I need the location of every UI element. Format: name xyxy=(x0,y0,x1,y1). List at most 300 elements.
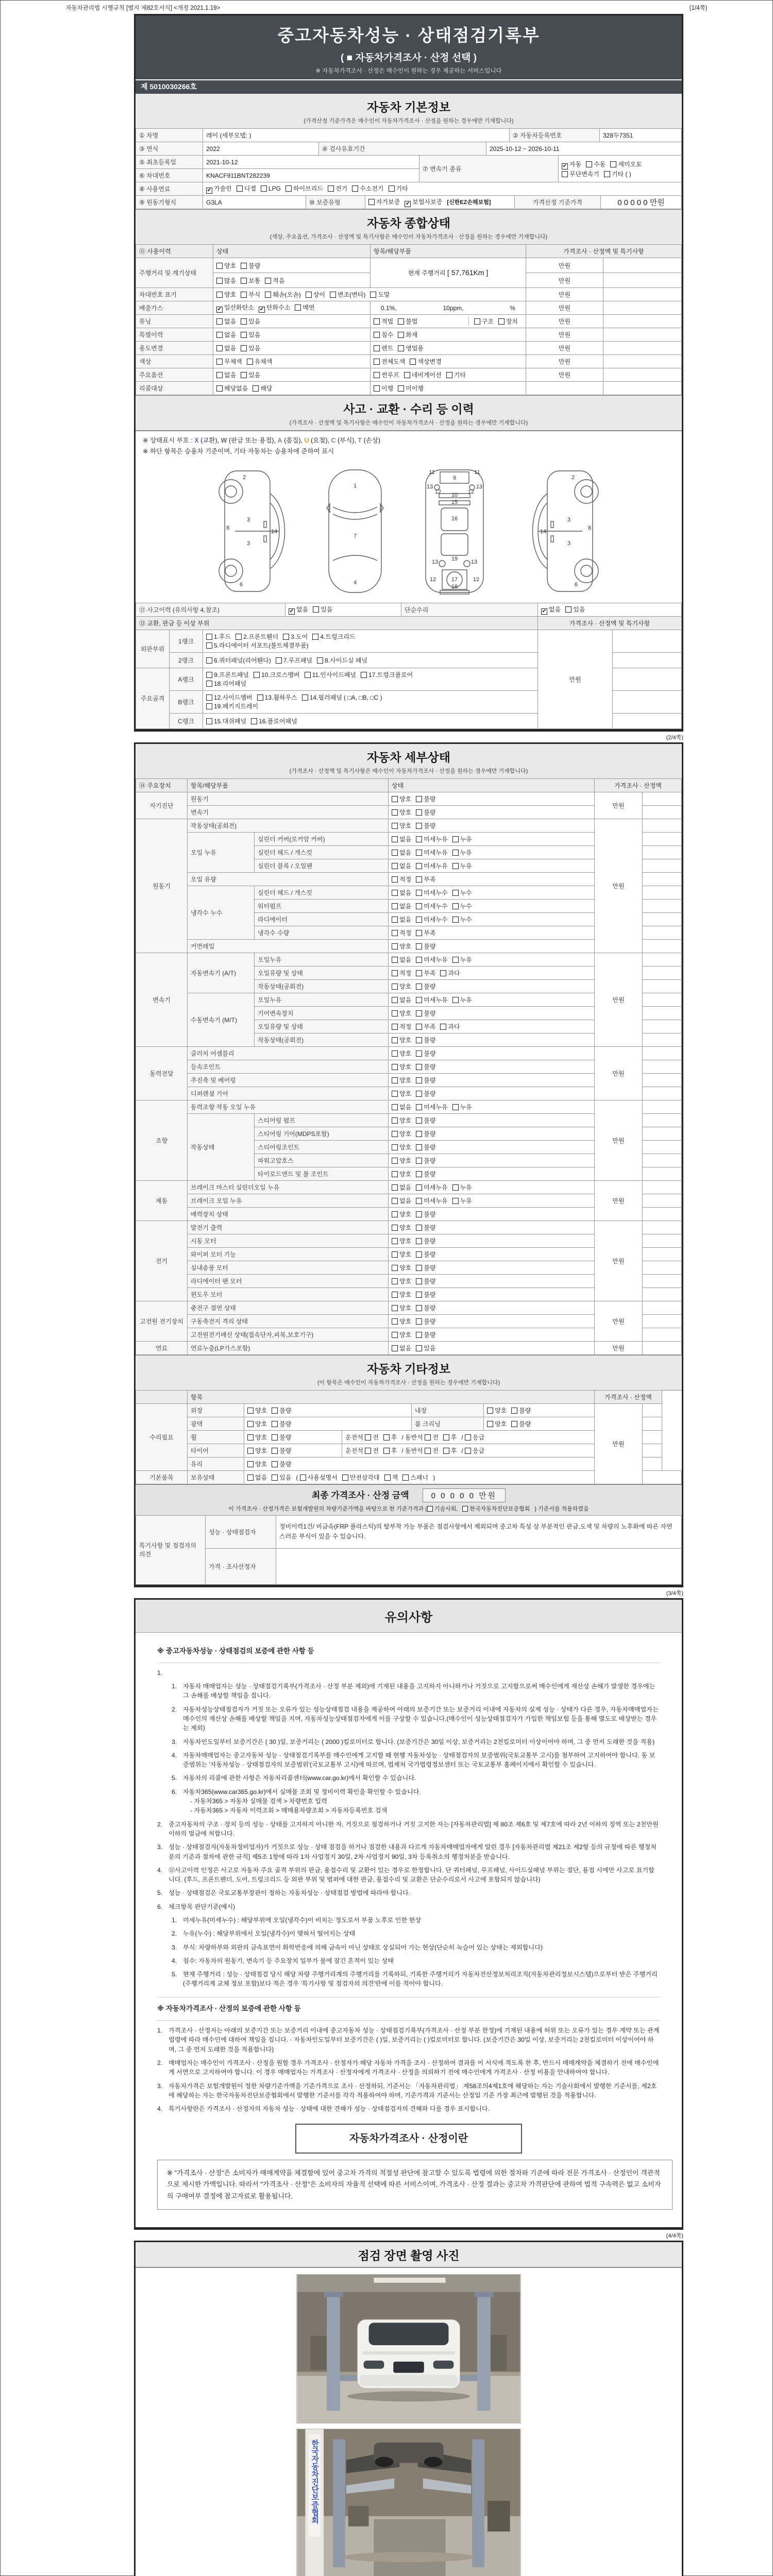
checkbox-option[interactable]: 없음 xyxy=(392,1345,411,1352)
checkbox-icon[interactable] xyxy=(247,1461,254,1467)
checkbox-icon[interactable] xyxy=(392,850,398,856)
checkbox-option[interactable]: 과다 xyxy=(440,1023,460,1030)
checkbox-option[interactable]: 양호 xyxy=(392,1144,411,1151)
checkbox-option[interactable]: 기술사회, xyxy=(427,1506,458,1512)
checkbox-option[interactable]: 불량 xyxy=(416,1171,435,1178)
checkbox-option[interactable]: 1.후드 xyxy=(206,633,231,640)
checkbox-icon[interactable] xyxy=(452,850,459,856)
checkbox-icon[interactable] xyxy=(392,1104,398,1110)
checkbox-option[interactable]: 적정 xyxy=(392,876,411,883)
checkbox-icon[interactable] xyxy=(241,292,247,298)
checkbox-icon[interactable] xyxy=(416,863,422,869)
checkbox-icon[interactable] xyxy=(416,903,422,909)
checkbox-icon[interactable] xyxy=(392,1318,398,1325)
checkbox-option[interactable]: 불량 xyxy=(511,1407,531,1414)
checkbox-option[interactable]: 16.플로어패널 xyxy=(251,718,297,725)
checkbox-option[interactable]: 불량 xyxy=(416,1050,435,1057)
checkbox-option[interactable]: 누유 xyxy=(452,996,472,1004)
checkbox-icon[interactable] xyxy=(374,332,380,338)
checkbox-icon[interactable] xyxy=(392,917,398,923)
checkbox-option[interactable]: 불량 xyxy=(272,1434,291,1441)
checkbox-icon[interactable] xyxy=(416,1265,422,1271)
checkbox-option[interactable]: 없음 xyxy=(392,996,411,1004)
checkbox-icon[interactable] xyxy=(511,1408,517,1414)
checkbox-option[interactable]: 불량 xyxy=(416,795,435,803)
checkbox-option[interactable]: 없음 xyxy=(392,849,411,856)
checkbox-option[interactable]: 양호 xyxy=(392,943,411,950)
checkbox-icon[interactable] xyxy=(392,876,398,883)
checkbox-option[interactable]: 18.리어패널 xyxy=(206,680,246,687)
checkbox-icon[interactable] xyxy=(416,1158,422,1164)
checkbox-option[interactable]: 색상변경 xyxy=(410,358,441,365)
checkbox-option[interactable]: 불량 xyxy=(416,1331,435,1338)
checkbox-option[interactable]: 양호 xyxy=(392,1063,411,1071)
checkbox-icon[interactable] xyxy=(392,1345,398,1351)
checkbox-icon[interactable] xyxy=(236,634,242,640)
checkbox-option[interactable]: ✔ 없음 xyxy=(542,605,561,614)
checkbox-icon[interactable] xyxy=(416,1117,422,1124)
checkbox-option[interactable]: 불량 xyxy=(272,1407,291,1414)
checkbox-icon[interactable] xyxy=(416,1305,422,1311)
checkbox-icon[interactable] xyxy=(416,836,422,842)
checkbox-icon[interactable] xyxy=(392,1144,398,1150)
checkbox-icon[interactable] xyxy=(392,957,398,963)
checkbox-option[interactable]: ✔ 일산화탄소 xyxy=(217,304,254,312)
checkbox-icon[interactable] xyxy=(206,681,212,687)
checkbox-icon[interactable] xyxy=(416,1091,422,1097)
checkbox-option[interactable]: 기타 xyxy=(446,371,466,379)
checkbox-option[interactable]: 있음 xyxy=(416,1345,435,1352)
checkbox-option[interactable]: 양호 xyxy=(392,809,411,816)
checkbox-icon[interactable] xyxy=(392,1292,398,1298)
checkbox-option[interactable]: 3.도어 xyxy=(283,633,308,640)
checkbox-icon[interactable] xyxy=(265,278,271,284)
checkbox-option[interactable]: 렌트 xyxy=(374,345,393,352)
checkbox-icon[interactable] xyxy=(254,672,260,678)
checkbox-icon[interactable] xyxy=(443,1434,449,1440)
checkbox-icon[interactable] xyxy=(247,1421,254,1427)
checkbox-option[interactable]: 누유 xyxy=(452,1197,472,1205)
checkbox-option[interactable]: 있음 xyxy=(241,345,260,352)
checkbox-option[interactable]: 불량 xyxy=(272,1420,291,1428)
checkbox-option[interactable]: 수소전기 xyxy=(352,185,383,192)
checkbox-icon[interactable]: ✔ xyxy=(542,608,547,614)
checkbox-option[interactable]: 전 xyxy=(425,1434,439,1441)
checkbox-icon[interactable]: ✔ xyxy=(217,307,222,312)
checkbox-icon[interactable] xyxy=(511,1421,517,1427)
checkbox-icon[interactable] xyxy=(416,970,422,976)
checkbox-icon[interactable] xyxy=(487,1408,493,1414)
checkbox-icon[interactable] xyxy=(272,1421,278,1427)
checkbox-option[interactable]: 불량 xyxy=(416,1010,435,1017)
checkbox-option[interactable]: 9.프론트패널 xyxy=(206,671,249,679)
checkbox-option[interactable]: 2.프론트휀더 xyxy=(236,633,278,640)
checkbox-icon[interactable] xyxy=(374,372,380,378)
checkbox-option[interactable]: 부족 xyxy=(416,970,435,977)
checkbox-icon[interactable] xyxy=(427,1506,433,1512)
checkbox-icon[interactable] xyxy=(247,1448,254,1454)
checkbox-option[interactable]: 불량 xyxy=(416,1304,435,1312)
checkbox-icon[interactable] xyxy=(276,657,282,664)
checkbox-icon[interactable] xyxy=(452,1104,459,1110)
checkbox-option[interactable]: 불량 xyxy=(416,1090,435,1097)
checkbox-icon[interactable] xyxy=(392,930,398,936)
checkbox-icon[interactable] xyxy=(206,718,212,724)
checkbox-icon[interactable]: ✔ xyxy=(259,307,264,312)
checkbox-option[interactable]: 미세누유 xyxy=(416,1104,447,1111)
checkbox-icon[interactable] xyxy=(443,1448,449,1454)
checkbox-icon[interactable] xyxy=(216,345,223,351)
checkbox-option[interactable]: 있음 xyxy=(241,331,260,338)
checkbox-option[interactable]: 없음 xyxy=(216,371,236,379)
checkbox-icon[interactable] xyxy=(374,345,380,351)
checkbox-icon[interactable] xyxy=(272,1408,278,1414)
checkbox-option[interactable]: 양호 xyxy=(392,1010,411,1017)
checkbox-option[interactable]: 불량 xyxy=(511,1420,531,1428)
checkbox-icon[interactable] xyxy=(416,1050,422,1057)
checkbox-option[interactable]: 부족 xyxy=(416,876,435,883)
checkbox-option[interactable]: 양호 xyxy=(247,1461,267,1468)
checkbox-icon[interactable] xyxy=(206,634,212,640)
checkbox-option[interactable]: 누유 xyxy=(452,956,472,963)
checkbox-option[interactable]: ✔ 자동 xyxy=(562,160,582,169)
checkbox-option[interactable]: 침수 xyxy=(374,331,393,338)
checkbox-option[interactable]: 양호 xyxy=(392,983,411,990)
checkbox-icon[interactable] xyxy=(317,657,323,664)
checkbox-icon[interactable] xyxy=(342,1475,348,1481)
checkbox-option[interactable]: 양호 xyxy=(392,1264,411,1272)
checkbox-icon[interactable] xyxy=(416,984,422,990)
checkbox-icon[interactable] xyxy=(241,263,247,269)
checkbox-option[interactable]: 양호 xyxy=(216,262,236,269)
checkbox-option[interactable]: 4.트렁크리드 xyxy=(312,633,355,640)
checkbox-option[interactable]: 없음 xyxy=(392,956,411,963)
checkbox-option[interactable]: 변조(변타) xyxy=(330,291,365,298)
checkbox-icon[interactable] xyxy=(487,1421,493,1427)
checkbox-option[interactable]: 없음 xyxy=(392,862,411,870)
checkbox-option[interactable]: 없음 xyxy=(392,889,411,896)
checkbox-option[interactable]: 불량 xyxy=(416,1291,435,1298)
checkbox-icon[interactable] xyxy=(330,292,336,298)
checkbox-option[interactable]: 썬루프 xyxy=(374,371,399,379)
checkbox-icon[interactable] xyxy=(392,809,398,816)
checkbox-option[interactable]: 7.루프패널 xyxy=(276,657,312,664)
checkbox-icon[interactable] xyxy=(392,903,398,909)
checkbox-option[interactable]: 양호 xyxy=(392,1037,411,1044)
checkbox-option[interactable]: 도말 xyxy=(370,291,390,298)
checkbox-option[interactable]: 없음 xyxy=(392,1104,411,1111)
checkbox-icon[interactable] xyxy=(368,199,375,205)
checkbox-icon[interactable] xyxy=(313,606,319,613)
checkbox-icon[interactable] xyxy=(416,1010,422,1016)
checkbox-option[interactable]: 네비게이션 xyxy=(404,371,442,379)
checkbox-option[interactable]: 누유 xyxy=(452,1104,472,1111)
checkbox-option[interactable]: 세미오토 xyxy=(610,161,642,168)
checkbox-icon[interactable] xyxy=(392,1225,398,1231)
checkbox-icon[interactable] xyxy=(392,1278,398,1284)
checkbox-icon[interactable] xyxy=(416,796,422,802)
checkbox-option[interactable]: 부식 xyxy=(241,291,260,298)
checkbox-icon[interactable] xyxy=(462,1506,468,1512)
checkbox-option[interactable]: 양호 xyxy=(392,1077,411,1084)
checkbox-option[interactable]: 양호 xyxy=(392,1130,411,1138)
checkbox-icon[interactable] xyxy=(416,1077,422,1083)
checkbox-option[interactable]: 5.라디에이터 서포트(볼트체결부품) xyxy=(206,642,309,649)
checkbox-icon[interactable] xyxy=(425,1434,431,1440)
checkbox-option[interactable]: 무채색 xyxy=(216,358,242,365)
checkbox-option[interactable]: 불량 xyxy=(416,1157,435,1164)
checkbox-icon[interactable] xyxy=(216,332,223,338)
checkbox-icon[interactable] xyxy=(392,943,398,950)
checkbox-icon[interactable] xyxy=(565,606,572,613)
checkbox-option[interactable]: 미세누수 xyxy=(416,903,447,910)
checkbox-icon[interactable] xyxy=(206,642,212,649)
checkbox-option[interactable]: 수동 xyxy=(586,161,606,168)
checkbox-option[interactable]: 있음 xyxy=(241,371,260,379)
checkbox-option[interactable]: 양호 xyxy=(392,1171,411,1178)
checkbox-option[interactable]: 안전삼각대 xyxy=(342,1474,380,1481)
checkbox-option[interactable]: 적음 xyxy=(265,277,284,284)
checkbox-option[interactable]: 없음 xyxy=(216,318,236,325)
checkbox-option[interactable]: 누수 xyxy=(452,903,472,910)
checkbox-icon[interactable] xyxy=(352,185,358,192)
checkbox-icon[interactable] xyxy=(404,372,410,378)
checkbox-icon[interactable] xyxy=(452,1184,459,1191)
checkbox-icon[interactable] xyxy=(452,917,459,923)
checkbox-icon[interactable] xyxy=(416,1037,422,1043)
checkbox-option[interactable]: 누유 xyxy=(452,849,472,856)
checkbox-icon[interactable] xyxy=(416,1225,422,1231)
checkbox-option[interactable]: 한국자동차진단보증협회 xyxy=(462,1506,530,1512)
checkbox-option[interactable]: 훼손(오손) xyxy=(265,291,300,298)
checkbox-option[interactable]: 기타 ( ) xyxy=(604,171,631,178)
checkbox-option[interactable]: 응급 xyxy=(465,1434,484,1441)
checkbox-icon[interactable] xyxy=(392,890,398,896)
checkbox-icon[interactable] xyxy=(562,171,568,177)
checkbox-option[interactable]: 불량 xyxy=(416,1117,435,1124)
checkbox-option[interactable]: 양호 xyxy=(247,1447,267,1454)
checkbox-option[interactable]: 미세누유 xyxy=(416,862,447,870)
checkbox-icon[interactable] xyxy=(416,1064,422,1070)
checkbox-icon[interactable] xyxy=(416,1198,422,1204)
checkbox-icon[interactable] xyxy=(416,1184,422,1191)
checkbox-option[interactable]: 자가보증 xyxy=(368,198,400,206)
checkbox-icon[interactable] xyxy=(253,385,259,392)
checkbox-icon[interactable] xyxy=(206,672,212,678)
checkbox-option[interactable]: 누유 xyxy=(452,1184,472,1191)
checkbox-option[interactable]: 부족 xyxy=(416,929,435,937)
checkbox-icon[interactable] xyxy=(247,1475,254,1481)
checkbox-icon[interactable] xyxy=(416,930,422,936)
checkbox-icon[interactable] xyxy=(465,1434,471,1440)
checkbox-option[interactable]: 이행 xyxy=(374,385,393,392)
checkbox-option[interactable]: 10.크로스멤버 xyxy=(254,671,300,679)
checkbox-option[interactable]: 적법 xyxy=(374,318,393,325)
checkbox-option[interactable]: 후 xyxy=(443,1434,457,1441)
checkbox-icon[interactable] xyxy=(416,1292,422,1298)
checkbox-icon[interactable] xyxy=(312,634,318,640)
checkbox-icon[interactable] xyxy=(416,1171,422,1177)
checkbox-icon[interactable] xyxy=(237,185,243,192)
checkbox-option[interactable]: 양호 xyxy=(392,1278,411,1285)
checkbox-option[interactable]: 미세누유 xyxy=(416,956,447,963)
checkbox-icon[interactable] xyxy=(402,1475,409,1481)
checkbox-icon[interactable] xyxy=(272,1434,278,1440)
checkbox-icon[interactable] xyxy=(365,1434,371,1440)
checkbox-icon[interactable] xyxy=(604,171,610,177)
checkbox-option[interactable]: 미세누유 xyxy=(416,1197,447,1205)
checkbox-option[interactable]: 불법 xyxy=(398,318,417,325)
checkbox-option[interactable]: 하이브리드 xyxy=(285,185,323,192)
checkbox-option[interactable]: 없음 xyxy=(216,331,236,338)
checkbox-option[interactable]: 양호 xyxy=(247,1420,267,1428)
checkbox-option[interactable]: 6.쿼터패널(리어휀다) xyxy=(206,657,271,664)
checkbox-icon[interactable]: ✔ xyxy=(562,163,567,169)
checkbox-icon[interactable] xyxy=(261,185,267,192)
checkbox-icon[interactable] xyxy=(392,1050,398,1057)
checkbox-icon[interactable] xyxy=(216,318,223,325)
checkbox-option[interactable]: 양호 xyxy=(392,1117,411,1124)
checkbox-icon[interactable] xyxy=(392,1077,398,1083)
checkbox-icon[interactable]: ✔ xyxy=(406,201,410,207)
checkbox-option[interactable]: 전 xyxy=(425,1447,439,1454)
checkbox-icon[interactable] xyxy=(392,823,398,829)
checkbox-option[interactable]: 미세누유 xyxy=(416,1184,447,1191)
checkbox-icon[interactable] xyxy=(416,1104,422,1110)
checkbox-icon[interactable] xyxy=(383,1448,390,1454)
checkbox-option[interactable]: 미세누수 xyxy=(416,889,447,896)
checkbox-icon[interactable] xyxy=(374,385,380,392)
checkbox-option[interactable]: 불량 xyxy=(416,1211,435,1218)
checkbox-option[interactable]: 불량 xyxy=(272,1461,291,1468)
checkbox-icon[interactable] xyxy=(452,1198,459,1204)
checkbox-icon[interactable] xyxy=(416,1318,422,1325)
checkbox-icon[interactable] xyxy=(392,1238,398,1244)
checkbox-icon[interactable] xyxy=(474,318,480,325)
checkbox-icon[interactable] xyxy=(392,1251,398,1258)
checkbox-option[interactable]: 양호 xyxy=(216,291,236,298)
checkbox-icon[interactable] xyxy=(383,1434,390,1440)
checkbox-icon[interactable]: ✔ xyxy=(289,608,294,614)
checkbox-option[interactable]: 누수 xyxy=(452,916,472,923)
checkbox-icon[interactable] xyxy=(241,278,247,284)
checkbox-icon[interactable] xyxy=(370,292,376,298)
checkbox-option[interactable]: LPG xyxy=(261,185,281,192)
checkbox-icon[interactable] xyxy=(440,970,446,976)
checkbox-option[interactable]: 13.휠하우스 xyxy=(257,694,297,701)
checkbox-icon[interactable] xyxy=(392,1064,398,1070)
checkbox-icon[interactable] xyxy=(392,1158,398,1164)
checkbox-icon[interactable] xyxy=(392,997,398,1003)
checkbox-option[interactable]: 8.사이드실 패널 xyxy=(317,657,367,664)
checkbox-option[interactable]: 구조 xyxy=(474,318,494,325)
checkbox-icon[interactable] xyxy=(241,318,247,325)
checkbox-icon[interactable] xyxy=(416,943,422,950)
checkbox-option[interactable]: 양호 xyxy=(392,1251,411,1258)
checkbox-option[interactable]: 양호 xyxy=(392,822,411,829)
checkbox-icon[interactable] xyxy=(392,1198,398,1204)
checkbox-icon[interactable] xyxy=(465,1448,471,1454)
checkbox-icon[interactable] xyxy=(452,890,459,896)
checkbox-option[interactable]: 미세누유 xyxy=(416,849,447,856)
checkbox-icon[interactable] xyxy=(416,917,422,923)
checkbox-icon[interactable] xyxy=(410,359,416,365)
checkbox-icon[interactable] xyxy=(283,634,289,640)
checkbox-option[interactable]: 불량 xyxy=(416,1278,435,1285)
checkbox-option[interactable]: 양호 xyxy=(392,1304,411,1312)
checkbox-icon[interactable] xyxy=(392,970,398,976)
checkbox-icon[interactable] xyxy=(416,1024,422,1030)
checkbox-option[interactable]: 사용설명서 xyxy=(300,1474,338,1481)
checkbox-icon[interactable] xyxy=(361,672,367,678)
checkbox-option[interactable]: 양호 xyxy=(392,795,411,803)
checkbox-icon[interactable] xyxy=(241,345,247,351)
checkbox-icon[interactable] xyxy=(216,359,223,365)
checkbox-icon[interactable] xyxy=(365,1448,371,1454)
checkbox-option[interactable]: 양호 xyxy=(392,1211,411,1218)
checkbox-option[interactable]: 적정 xyxy=(392,1023,411,1030)
checkbox-icon[interactable] xyxy=(452,997,459,1003)
checkbox-option[interactable]: 후 xyxy=(443,1447,457,1454)
checkbox-icon[interactable] xyxy=(216,278,223,284)
checkbox-icon[interactable] xyxy=(392,1010,398,1016)
checkbox-option[interactable]: 누유 xyxy=(452,836,472,843)
checkbox-icon[interactable] xyxy=(392,1265,398,1271)
checkbox-option[interactable]: 양호 xyxy=(392,1157,411,1164)
checkbox-icon[interactable] xyxy=(392,1305,398,1311)
checkbox-option[interactable]: 매연 xyxy=(295,304,314,311)
checkbox-option[interactable]: 없음 xyxy=(392,916,411,923)
checkbox-option[interactable]: 적정 xyxy=(392,970,411,977)
checkbox-option[interactable]: 불량 xyxy=(241,262,260,269)
checkbox-option[interactable]: 화재 xyxy=(398,331,417,338)
checkbox-option[interactable]: 없음 xyxy=(247,1474,267,1481)
checkbox-option[interactable]: 있음 xyxy=(565,606,585,613)
checkbox-icon[interactable] xyxy=(302,694,308,701)
checkbox-option[interactable]: 해당없음 xyxy=(216,385,248,392)
checkbox-icon[interactable] xyxy=(416,876,422,883)
checkbox-option[interactable]: 미세누유 xyxy=(416,996,447,1004)
checkbox-option[interactable]: 후 xyxy=(383,1434,397,1441)
checkbox-option[interactable]: 양호 xyxy=(392,1238,411,1245)
checkbox-option[interactable]: 보통 xyxy=(241,277,260,284)
checkbox-icon[interactable] xyxy=(446,372,452,378)
checkbox-icon[interactable] xyxy=(398,385,404,392)
checkbox-option[interactable]: 양호 xyxy=(392,1090,411,1097)
checkbox-option[interactable]: 양호 xyxy=(392,1331,411,1338)
checkbox-option[interactable]: 부족 xyxy=(416,1023,435,1030)
checkbox-option[interactable]: 불량 xyxy=(416,1224,435,1231)
checkbox-option[interactable]: 잭 xyxy=(384,1474,398,1481)
checkbox-option[interactable]: ✔ 없음 xyxy=(289,605,309,614)
checkbox-option[interactable]: 11.인사이드패널 xyxy=(305,671,356,679)
checkbox-option[interactable]: 디젤 xyxy=(237,185,256,192)
checkbox-option[interactable]: 전 xyxy=(365,1447,379,1454)
checkbox-icon[interactable] xyxy=(392,984,398,990)
checkbox-icon[interactable] xyxy=(392,796,398,802)
checkbox-option[interactable]: 있음 xyxy=(272,1474,291,1481)
checkbox-icon[interactable] xyxy=(392,1211,398,1217)
checkbox-option[interactable]: 불량 xyxy=(272,1447,291,1454)
checkbox-icon[interactable] xyxy=(416,1238,422,1244)
checkbox-icon[interactable] xyxy=(416,890,422,896)
checkbox-icon[interactable] xyxy=(216,372,223,378)
checkbox-option[interactable]: 불량 xyxy=(416,809,435,816)
checkbox-option[interactable]: 불량 xyxy=(416,943,435,950)
checkbox-icon[interactable] xyxy=(216,385,223,392)
checkbox-option[interactable]: 적정 xyxy=(392,929,411,937)
checkbox-option[interactable]: 불량 xyxy=(416,1251,435,1258)
